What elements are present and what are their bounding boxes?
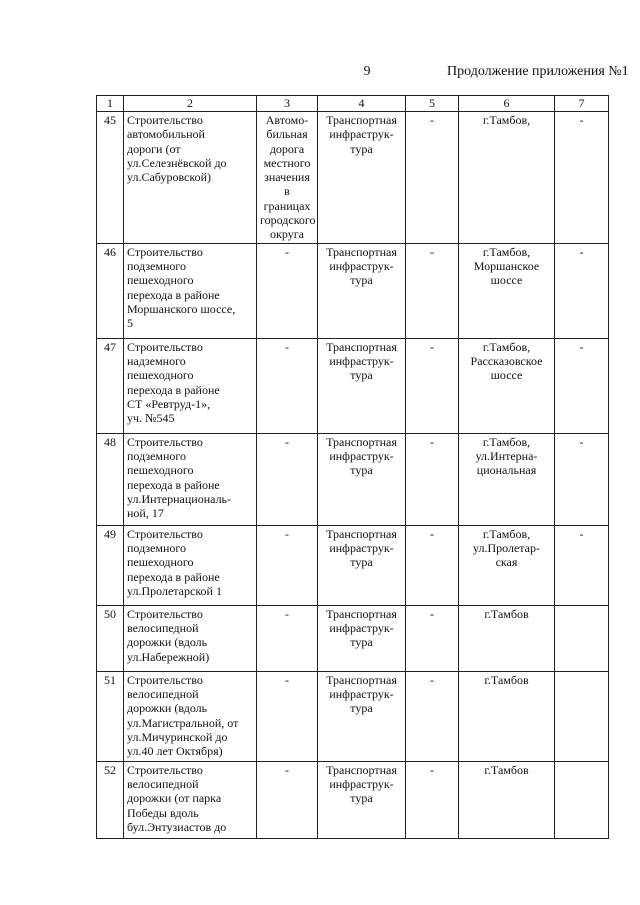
object-name-cell <box>124 338 257 433</box>
row-number-text: 50 <box>104 606 116 621</box>
column-number: 6 <box>459 96 555 112</box>
object-type-cell <box>257 338 318 433</box>
column-number: 3 <box>257 96 318 112</box>
location-cell-text: г.Тамбов <box>484 606 529 621</box>
table-row <box>97 433 609 525</box>
object-name-cell-text: Строительство велосипедной дорожки (вдоль ул.Набережной) <box>127 606 210 664</box>
row-number-text: 46 <box>104 244 116 259</box>
object-type-cell <box>257 243 318 338</box>
column-7-cell <box>555 338 609 433</box>
column-7-cell <box>555 605 609 671</box>
column-7-cell-text: - <box>579 244 584 259</box>
column-7-cell <box>555 112 609 244</box>
object-name-cell <box>124 243 257 338</box>
object-name-cell <box>124 433 257 525</box>
location-cell <box>459 761 555 838</box>
object-name-cell <box>124 525 257 605</box>
purpose-cell <box>318 671 406 761</box>
column-7-cell <box>555 525 609 605</box>
row-number <box>97 605 124 671</box>
purpose-cell-text: Транспортная инфраструк- тура <box>326 762 397 806</box>
location-cell <box>459 605 555 671</box>
purpose-cell-text: Транспортная инфраструк- тура <box>326 244 397 288</box>
column-5-cell-text: - <box>430 113 434 127</box>
column-5-cell <box>406 605 459 671</box>
column-number: 7 <box>555 96 609 112</box>
object-name-cell-text: Строительство подземного пешеходного перехода в районе Моршанского шоссе, 5 <box>127 244 236 331</box>
continuation-title: Продолжение приложения №1 <box>447 64 629 79</box>
row-number <box>97 761 124 838</box>
column-7-cell <box>555 761 609 838</box>
purpose-cell <box>318 338 406 433</box>
column-7-cell-text: - <box>579 339 584 354</box>
column-7-cell <box>555 243 609 338</box>
location-cell-text: г.Тамбов, <box>482 113 531 127</box>
column-5-cell-text: - <box>430 762 434 777</box>
purpose-cell-text: Транспортная инфраструк- тура <box>326 339 397 383</box>
row-number-text: 48 <box>104 434 116 449</box>
location-cell <box>459 671 555 761</box>
column-number: 1 <box>97 96 124 112</box>
column-7-cell-text: - <box>579 113 584 127</box>
column-5-cell-text: - <box>430 672 434 687</box>
object-name-cell-text: Строительство подземного пешеходного перехода в районе ул.Интернациональ- ной, 17 <box>127 434 232 521</box>
table-row <box>97 605 609 671</box>
row-number-text: 52 <box>104 762 116 777</box>
column-5-cell-text: - <box>430 526 434 541</box>
row-number <box>97 243 124 338</box>
object-name-cell <box>124 671 257 761</box>
purpose-cell-text: Транспортная инфраструк- тура <box>326 113 397 156</box>
purpose-cell-text: Транспортная инфраструк- тура <box>326 606 397 650</box>
location-cell-text: г.Тамбов, Рассказовское шоссе <box>470 339 543 383</box>
purpose-cell-text: Транспортная инфраструк- тура <box>326 672 397 716</box>
object-type-cell-text: Автомо- бильная дорога местного значения в границах городского округа <box>260 113 316 242</box>
table-row <box>97 525 609 605</box>
object-name-cell <box>124 112 257 244</box>
table-row <box>97 112 609 244</box>
row-number <box>97 112 124 244</box>
table-row <box>97 243 609 338</box>
object-type-cell <box>257 525 318 605</box>
table-row <box>97 671 609 761</box>
object-name-cell <box>124 761 257 838</box>
location-cell <box>459 433 555 525</box>
column-number-row <box>97 96 609 112</box>
column-7-cell-text: - <box>579 526 584 541</box>
object-type-cell-text: - <box>285 606 289 621</box>
column-5-cell <box>406 112 459 244</box>
column-5-cell <box>406 671 459 761</box>
purpose-cell <box>318 433 406 525</box>
column-number: 5 <box>406 96 459 112</box>
object-type-cell <box>257 671 318 761</box>
purpose-cell <box>318 525 406 605</box>
object-type-cell <box>257 112 318 244</box>
column-5-cell-text: - <box>430 339 434 354</box>
object-name-cell <box>124 605 257 671</box>
object-name-cell-text: Строительство надземного пешеходного перехода в районе СТ «Ревтруд-1», уч. №545 <box>127 339 220 426</box>
purpose-cell-text: Транспортная инфраструк- тура <box>326 434 397 478</box>
location-cell-text: г.Тамбов, ул.Интерна- циональная <box>475 434 538 478</box>
column-5-cell <box>406 338 459 433</box>
object-type-cell-text: - <box>285 434 289 449</box>
location-cell <box>459 243 555 338</box>
column-5-cell <box>406 525 459 605</box>
location-cell <box>459 338 555 433</box>
location-cell <box>459 525 555 605</box>
row-number <box>97 671 124 761</box>
table-row <box>97 761 609 838</box>
object-name-cell-text: Строительство велосипедной дорожки (вдоль ул.Магистральной, от ул.Мичуринской до ул.40 лет Октября) <box>127 672 239 759</box>
purpose-cell <box>318 761 406 838</box>
object-name-cell-text: Строительство подземного пешеходного перехода в районе ул.Пролетарской 1 <box>127 526 222 598</box>
object-type-cell-text: - <box>285 526 289 541</box>
column-7-cell <box>555 433 609 525</box>
location-cell-text: г.Тамбов <box>484 762 529 777</box>
row-number-text: 51 <box>104 672 116 687</box>
object-type-cell-text: - <box>285 762 289 777</box>
object-type-cell-text: - <box>285 672 289 687</box>
row-number-text: 47 <box>104 339 116 354</box>
location-cell-text: г.Тамбов, Моршанское шоссе <box>473 244 540 288</box>
object-name-cell-text: Строительство велосипедной дорожки (от парка Победы вдоль бул.Энтузиастов до <box>127 762 227 834</box>
column-5-cell <box>406 243 459 338</box>
column-5-cell <box>406 433 459 525</box>
column-5-cell-text: - <box>430 434 434 449</box>
row-number-text: 45 <box>104 113 116 127</box>
object-type-cell-text: - <box>285 339 289 354</box>
purpose-cell <box>318 243 406 338</box>
location-cell <box>459 112 555 244</box>
appendix-table <box>96 95 609 839</box>
column-5-cell-text: - <box>430 244 434 259</box>
location-cell-text: г.Тамбов, ул.Пролетар- ская <box>473 526 540 570</box>
column-7-cell-text: - <box>579 434 584 449</box>
purpose-cell <box>318 605 406 671</box>
object-type-cell-text: - <box>285 244 289 259</box>
purpose-cell-text: Транспортная инфраструк- тура <box>326 526 397 570</box>
column-number: 4 <box>318 96 406 112</box>
table-row <box>97 338 609 433</box>
column-5-cell-text: - <box>430 606 434 621</box>
column-7-cell <box>555 671 609 761</box>
column-5-cell <box>406 761 459 838</box>
object-type-cell <box>257 761 318 838</box>
row-number <box>97 338 124 433</box>
purpose-cell <box>318 112 406 244</box>
object-type-cell <box>257 605 318 671</box>
row-number <box>97 433 124 525</box>
location-cell-text: г.Тамбов <box>484 672 529 687</box>
object-name-cell-text: Строительство автомобильной дороги (от ул.Селезнёвской до ул.Сабуровской) <box>127 113 227 185</box>
page-number: 9 <box>363 64 371 79</box>
row-number-text: 49 <box>104 526 116 541</box>
object-type-cell <box>257 433 318 525</box>
row-number <box>97 525 124 605</box>
column-number: 2 <box>124 96 257 112</box>
